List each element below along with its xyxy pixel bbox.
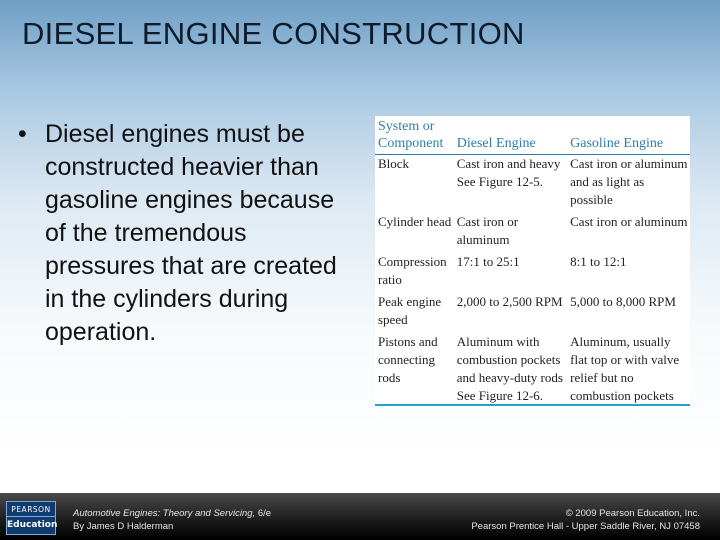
- footer-copyright: [471, 507, 700, 533]
- table-row: [375, 213, 690, 253]
- row-gasoline: Aluminum, usually flat top or with valve relief but no combustion pockets: [570, 334, 680, 403]
- slide-title: DIESEL ENGINE CONSTRUCTION: [22, 16, 525, 51]
- row-diesel: Cast iron or aluminum: [456, 214, 519, 247]
- footer-bar: [0, 493, 720, 540]
- row-diesel: 17:1 to 25:1: [456, 254, 520, 269]
- row-component: Compression ratio: [378, 254, 447, 287]
- header-gasoline: Gasoline Engine: [567, 116, 690, 155]
- table-row: [375, 333, 690, 409]
- header-component: System or Component: [375, 116, 454, 155]
- table-row: [375, 293, 690, 333]
- row-gasoline: 8:1 to 12:1: [570, 254, 627, 269]
- comparison-table: [375, 116, 690, 406]
- book-edition: 6/e: [255, 508, 272, 519]
- row-diesel: Aluminum with combustion pockets and heavy-duty rods See Figure 12-6.: [456, 334, 563, 403]
- book-author: By James D Halderman: [73, 521, 174, 532]
- row-component: Block: [378, 156, 410, 171]
- bullet-marker: •: [18, 120, 27, 148]
- publisher-text: Pearson Prentice Hall - Upper Saddle River, NJ 07458: [471, 521, 700, 532]
- row-diesel: Cast iron and heavy See Figure 12-5.: [456, 156, 561, 189]
- bullet-text: Diesel engines must be constructed heavier than gasoline engines because of the tremendous pressures that are created in the cylinders during operation.: [45, 120, 337, 346]
- table-row: [375, 253, 690, 293]
- copyright-text: © 2009 Pearson Education, Inc.: [565, 508, 700, 519]
- row-gasoline: Cast iron or aluminum and as light as possible: [570, 156, 688, 207]
- bullet-point: [18, 118, 350, 349]
- footer-book-info: [73, 507, 271, 533]
- row-component: Cylinder head: [378, 214, 452, 229]
- row-gasoline: 5,000 to 8,000 RPM: [570, 294, 676, 309]
- row-diesel: 2,000 to 2,500 RPM: [456, 294, 563, 309]
- header-diesel: Diesel Engine: [454, 116, 567, 155]
- table-row: [375, 155, 690, 214]
- pearson-logo: [6, 501, 56, 535]
- logo-bottom-text: Education: [7, 520, 58, 530]
- table-header-row: [375, 116, 690, 155]
- logo-top-text: PEARSON: [7, 505, 55, 517]
- row-component: Peak engine speed: [378, 294, 442, 327]
- row-component: Pistons and connecting rods: [378, 334, 438, 385]
- book-title: Automotive Engines: Theory and Servicing,: [73, 508, 256, 519]
- row-gasoline: Cast iron or aluminum: [570, 214, 688, 229]
